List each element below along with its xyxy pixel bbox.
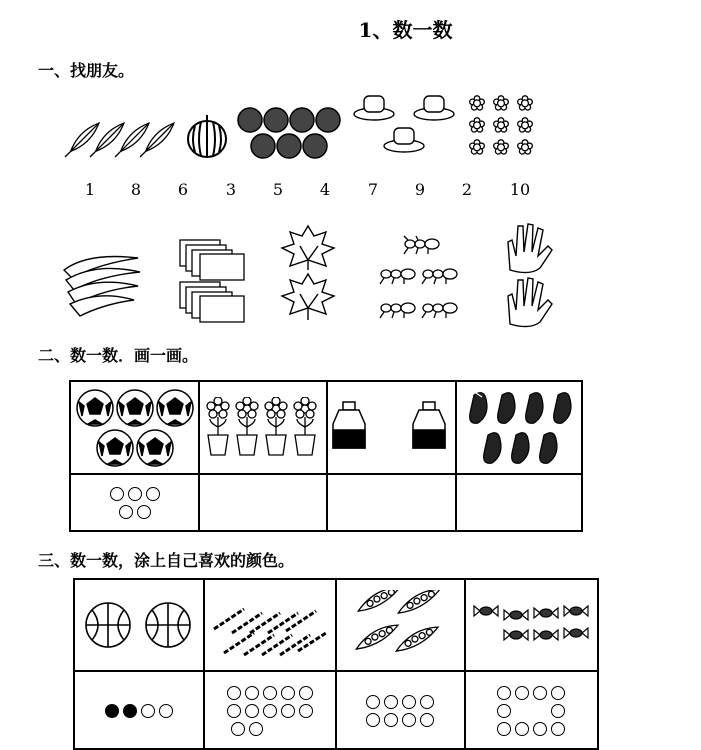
answer-circle[interactable] (551, 704, 565, 718)
answer-circle[interactable] (533, 722, 547, 736)
number-label: 8 (130, 180, 142, 199)
answer-cell[interactable] (74, 671, 204, 749)
answer-circle[interactable] (515, 722, 529, 736)
answer-circle[interactable] (263, 704, 277, 718)
circle-row (337, 710, 464, 728)
picture-cell (70, 381, 199, 474)
answer-circle[interactable] (497, 704, 511, 718)
answer-circle[interactable] (366, 713, 380, 727)
answer-cell[interactable] (456, 474, 582, 531)
svg-text:✿: ✿ (516, 113, 534, 137)
picture-cell (204, 579, 336, 671)
answer-cell[interactable] (336, 671, 465, 749)
number-label: 4 (319, 180, 331, 199)
answer-circle[interactable] (231, 722, 245, 736)
number-label: 6 (177, 180, 189, 199)
star-flower-icon (465, 92, 537, 160)
answer-cell[interactable] (327, 474, 456, 531)
section-three-heading: 三、数一数，涂上自己喜欢的颜色。 (38, 551, 295, 570)
answer-circle[interactable] (110, 487, 124, 501)
answer-cell[interactable] (199, 474, 327, 531)
circle-row (337, 692, 464, 710)
answer-circle[interactable] (128, 487, 142, 501)
svg-text:✿: ✿ (516, 135, 534, 159)
hand-icon (500, 220, 560, 328)
answer-circle[interactable] (402, 695, 416, 709)
answer-circle[interactable] (384, 713, 398, 727)
svg-text:✿: ✿ (468, 92, 486, 115)
answer-circle[interactable] (227, 704, 241, 718)
colored-circle[interactable] (123, 704, 137, 718)
answer-circle[interactable] (366, 695, 380, 709)
basketball-icon (84, 600, 194, 650)
circle-row (205, 701, 335, 719)
picture-cell (465, 579, 598, 671)
picture-cell (199, 381, 327, 474)
leaf-icon (280, 222, 336, 322)
answer-circle[interactable] (533, 686, 547, 700)
number-label: 7 (367, 180, 379, 199)
svg-text:✿: ✿ (492, 92, 510, 115)
circle-row (466, 701, 597, 719)
svg-text:✿: ✿ (492, 135, 510, 159)
answer-circle[interactable] (227, 686, 241, 700)
answer-cell[interactable] (70, 474, 199, 531)
answer-circle[interactable] (141, 704, 155, 718)
ant-icon (376, 232, 466, 324)
circle-row (466, 719, 597, 737)
ink-bottle-icon (329, 400, 453, 456)
card-icon (176, 236, 248, 324)
answer-circle[interactable] (299, 686, 313, 700)
answer-circle[interactable] (281, 686, 295, 700)
answer-circle[interactable] (551, 722, 565, 736)
pencil-stick-icon (210, 593, 330, 657)
count-color-table (73, 578, 599, 750)
number-label: 5 (272, 180, 284, 199)
answer-cell[interactable] (204, 671, 336, 749)
answer-circle[interactable] (245, 686, 259, 700)
answer-circle[interactable] (281, 704, 295, 718)
answer-circle[interactable] (497, 686, 511, 700)
picture-cell (456, 381, 582, 474)
circle-row (205, 719, 335, 737)
svg-text:✿: ✿ (468, 135, 486, 159)
answer-circle[interactable] (245, 704, 259, 718)
feather-icon (55, 112, 175, 162)
answer-circle[interactable] (384, 695, 398, 709)
number-row (0, 180, 701, 202)
watermelon-icon (185, 112, 229, 160)
hat-icon (352, 94, 458, 158)
circle-row (75, 701, 203, 719)
number-label: 3 (225, 180, 237, 199)
answer-circle[interactable] (420, 713, 434, 727)
answer-circle[interactable] (515, 686, 529, 700)
number-label: 2 (461, 180, 473, 199)
circle-row (71, 485, 198, 503)
answer-circle[interactable] (551, 686, 565, 700)
potted-flower-icon (204, 397, 322, 459)
section-one-heading: 一、找朋友。 (38, 61, 135, 80)
circle-row (466, 683, 597, 701)
answer-circle[interactable] (497, 722, 511, 736)
number-label: 9 (414, 180, 426, 199)
answer-cell[interactable] (465, 671, 598, 749)
circle-row (71, 503, 198, 521)
section-two-heading: 二、数一数．画一画。 (38, 346, 199, 365)
circle-row (205, 683, 335, 701)
banana-icon (58, 250, 144, 320)
page-title: 1、数一数 (358, 18, 453, 42)
candy-icon (472, 600, 590, 650)
answer-circle[interactable] (119, 505, 133, 519)
answer-circle[interactable] (299, 704, 313, 718)
answer-circle[interactable] (146, 487, 160, 501)
picture-cell (74, 579, 204, 671)
count-draw-table (69, 380, 583, 532)
answer-circle[interactable] (263, 686, 277, 700)
svg-text:✿: ✿ (492, 113, 510, 137)
answer-circle[interactable] (159, 704, 173, 718)
eggplant-icon (464, 389, 574, 467)
soccer-ball-icon (74, 386, 196, 470)
number-label: 10 (509, 180, 531, 199)
picture-cell (336, 579, 465, 671)
svg-text:✿: ✿ (468, 113, 486, 137)
answer-circle[interactable] (249, 722, 263, 736)
answer-circle[interactable] (402, 713, 416, 727)
answer-circle[interactable] (137, 505, 151, 519)
answer-circle[interactable] (420, 695, 434, 709)
number-label: 1 (84, 180, 96, 199)
svg-text:✿: ✿ (516, 92, 534, 115)
ball-icon (236, 104, 344, 160)
picture-cell (327, 381, 456, 474)
pea-pod-icon (350, 590, 450, 660)
colored-circle[interactable] (105, 704, 119, 718)
